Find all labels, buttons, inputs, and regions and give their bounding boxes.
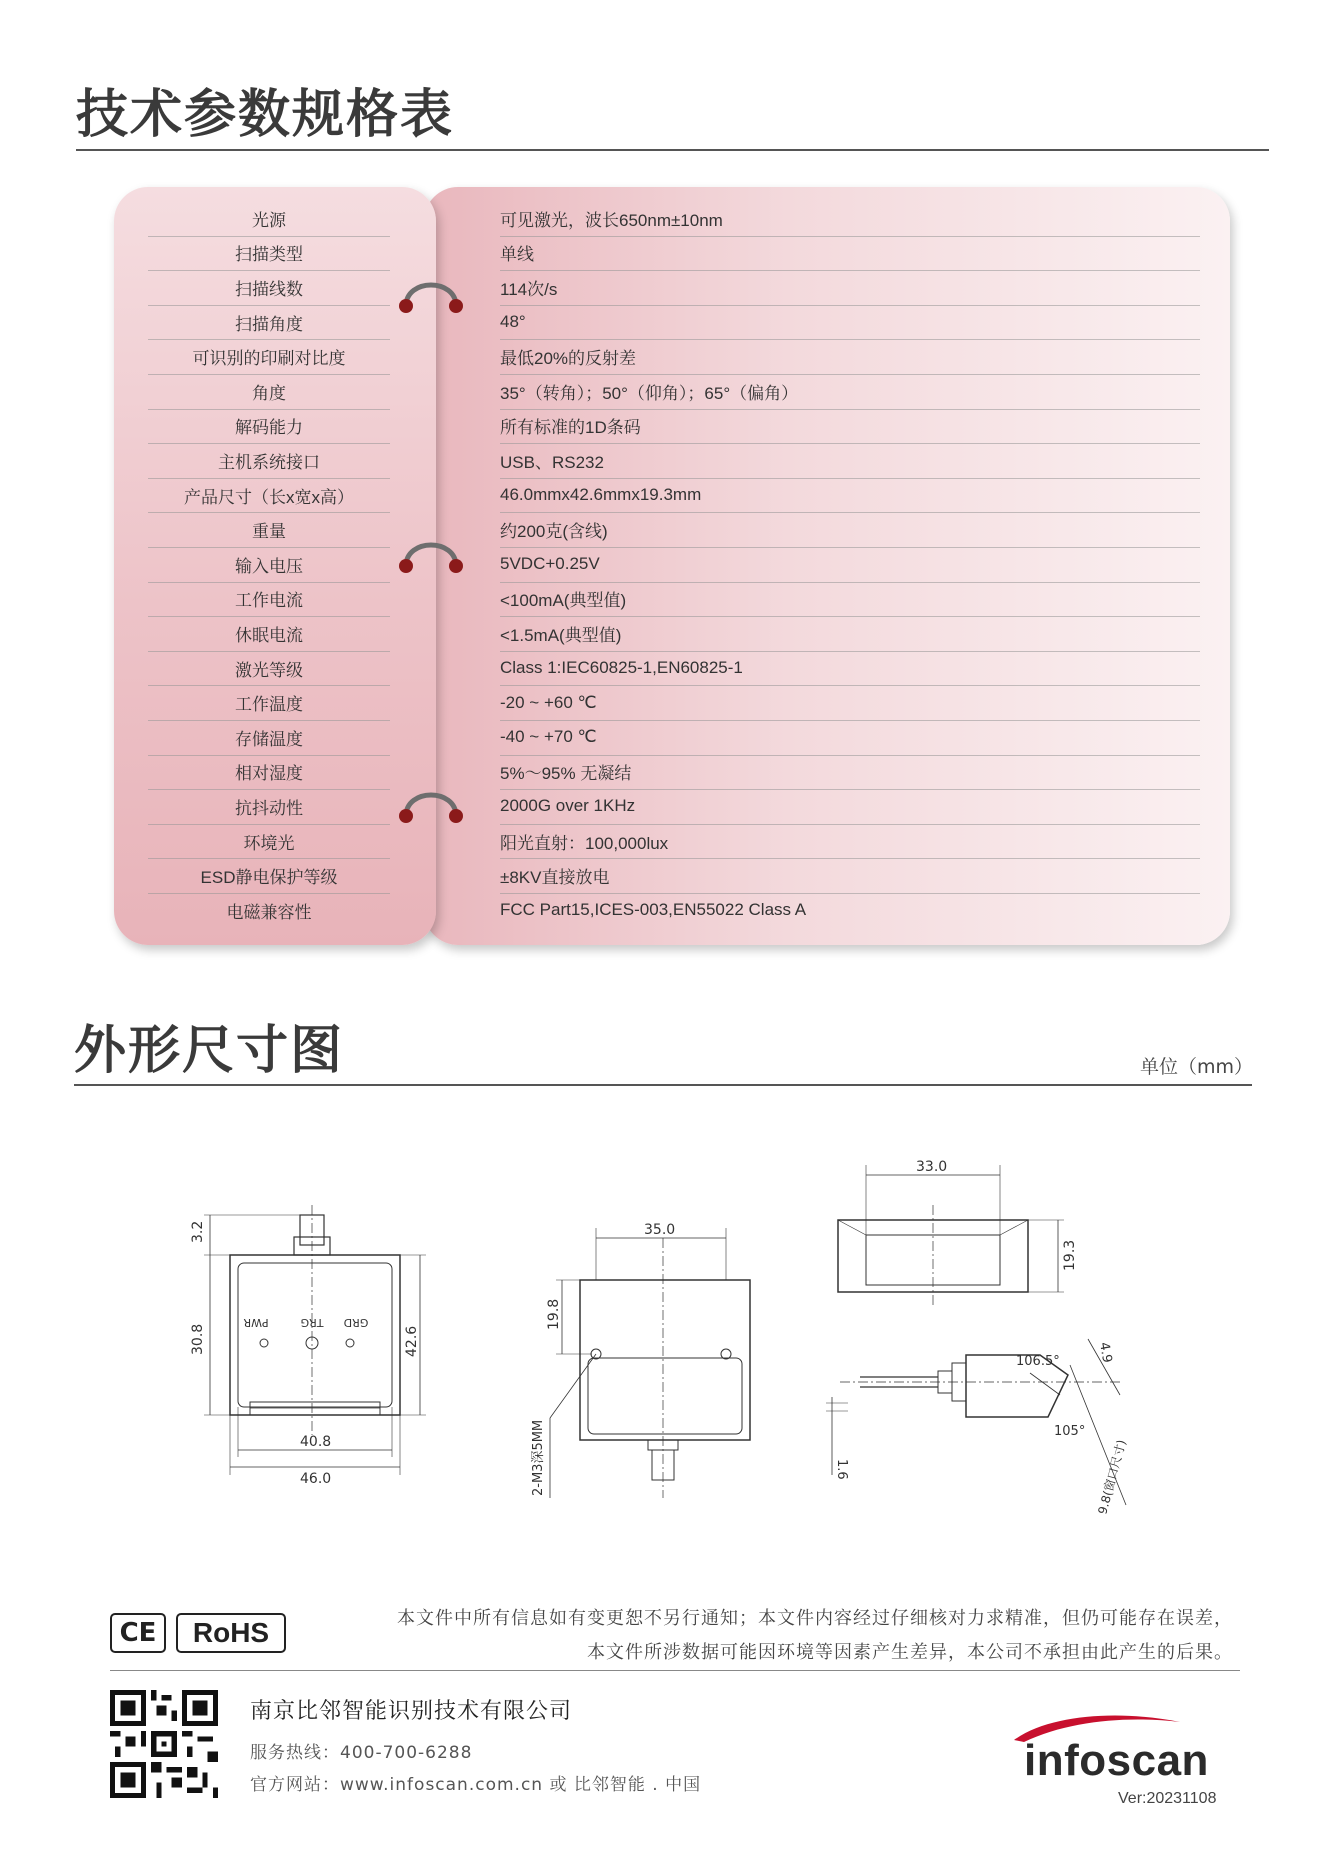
grd-label: GRD <box>343 1316 369 1329</box>
company-website: 官方网站：www.infoscan.com.cn 或 比邻智能 . 中国 <box>250 1775 702 1795</box>
footer-rule <box>110 1670 1240 1671</box>
spec-value: -40 ~ +70 ℃ <box>500 727 597 747</box>
spec-value: 2000G over 1KHz <box>500 796 636 816</box>
disclaimer-line-2: 本文件所涉数据可能因环境等因素产生差异，本公司不承担由此产生的后果。 <box>587 1642 1233 1663</box>
spec-value: 最低20%的反射差 <box>500 349 637 369</box>
dim-label: 19.3 <box>1062 1239 1078 1271</box>
spec-label: 存储温度 <box>235 729 303 749</box>
back-view-drawing <box>520 1218 770 1508</box>
dim-label: 3.2 <box>190 1220 206 1243</box>
binder-ring-icon <box>398 534 464 574</box>
spec-label: 激光等级 <box>235 660 303 680</box>
rohs-text: RoHS <box>192 1617 270 1648</box>
dim-label: 33.0 <box>916 1159 948 1175</box>
company-name: 南京比邻智能识别技术有限公司 <box>250 1699 573 1724</box>
dim-label: 42.6 <box>404 1325 420 1357</box>
dimension-title-rule <box>74 1084 1252 1086</box>
trg-label: TRG <box>300 1316 324 1329</box>
dim-label: 1.6 <box>834 1459 849 1480</box>
spec-value: 可见激光，波长650nm±10nm <box>500 210 723 230</box>
spec-label: 光源 <box>252 210 286 230</box>
spec-section-title: 技术参数规格表 <box>76 85 455 145</box>
spec-value: 35°（转角）；50°（仰角）；65°（偏角） <box>500 383 799 403</box>
spec-label: 工作电流 <box>235 591 303 611</box>
dim-label: 4.9 <box>1096 1341 1115 1365</box>
spec-value: 单线 <box>500 245 534 265</box>
spec-label: 输入电压 <box>235 556 303 576</box>
spec-label: 角度 <box>252 383 286 403</box>
spec-label: 主机系统接口 <box>218 452 320 472</box>
dim-label: 40.8 <box>300 1434 332 1450</box>
dimension-section-title: 外形尺寸图 <box>74 1021 345 1081</box>
spec-value: 所有标准的1D条码 <box>500 418 641 438</box>
spec-label: 环境光 <box>243 833 295 853</box>
spec-label: 产品尺寸（长x宽x高） <box>184 487 354 507</box>
binder-ring-icon <box>398 784 464 824</box>
spec-value: -20 ~ +60 ℃ <box>500 692 597 712</box>
spec-label: ESD静电保护等级 <box>200 868 338 888</box>
disclaimer-line-1: 本文件中所有信息如有变更恕不另行通知；本文件内容经过仔细核对力求精准，但仍可能存在误差， <box>397 1608 1233 1629</box>
spec-value: FCC Part15,ICES-003,EN55022 Class A <box>500 900 807 920</box>
dim-label: 35.0 <box>644 1222 676 1238</box>
spec-label: 休眠电流 <box>235 625 303 645</box>
pwr-label: PWR <box>243 1316 269 1329</box>
company-hotline: 服务热线：400-700-6288 <box>250 1743 473 1763</box>
front-view-drawing <box>180 1195 440 1485</box>
spec-value: <1.5mA(典型值) <box>500 625 622 645</box>
angle-label: 105° <box>1054 1424 1086 1439</box>
binder-ring-icon <box>398 274 464 314</box>
dim-label: 46.0 <box>300 1471 332 1485</box>
spec-value: 48° <box>500 312 526 332</box>
side-view-drawing <box>820 1325 1140 1525</box>
spec-label: 电磁兼容性 <box>226 902 312 922</box>
dim-label: 19.8 <box>546 1298 562 1330</box>
angle-label: 106.5° <box>1016 1354 1060 1369</box>
spec-value: 5VDC+0.25V <box>500 554 600 574</box>
top-view-drawing <box>826 1155 1086 1315</box>
spec-label: 扫描线数 <box>235 279 303 299</box>
spec-value: 5%～95% 无凝结 <box>500 764 632 784</box>
qr-code-icon <box>110 1690 218 1798</box>
version-label: Ver:20231108 <box>1118 1790 1217 1807</box>
spec-value: <100mA(典型值) <box>500 591 627 611</box>
spec-label: 工作温度 <box>235 695 303 715</box>
spec-label: 扫描类型 <box>235 245 303 265</box>
ce-mark <box>110 1613 166 1653</box>
spec-value: 约200克(含线) <box>500 522 608 542</box>
spec-value: 阳光直射：100,000lux <box>500 833 669 853</box>
spec-title-rule <box>76 149 1269 151</box>
unit-label: 单位（mm） <box>1140 1056 1254 1078</box>
spec-value: USB、RS232 <box>500 452 604 472</box>
hole-callout: 2-M3深5MM <box>531 1419 546 1496</box>
spec-label: 可识别的印刷对比度 <box>192 349 346 369</box>
ce-text: CE <box>119 1618 157 1648</box>
logo-text: infoscan <box>1024 1736 1209 1785</box>
spec-value: 46.0mmx42.6mmx19.3mm <box>500 485 702 505</box>
dim-label: 9.8(窗口尺寸) <box>1095 1438 1129 1516</box>
spec-label: 抗抖动性 <box>235 798 303 818</box>
spec-value: 114次/s <box>500 279 558 299</box>
spec-label: 重量 <box>252 522 286 542</box>
spec-value: ±8KV直接放电 <box>500 868 610 888</box>
spec-label: 解码能力 <box>235 418 303 438</box>
spec-label: 相对湿度 <box>235 764 303 784</box>
rohs-mark <box>176 1613 286 1653</box>
spec-label: 扫描角度 <box>235 314 303 334</box>
spec-value: Class 1:IEC60825-1,EN60825-1 <box>500 658 743 678</box>
dim-label: 30.8 <box>190 1323 206 1355</box>
